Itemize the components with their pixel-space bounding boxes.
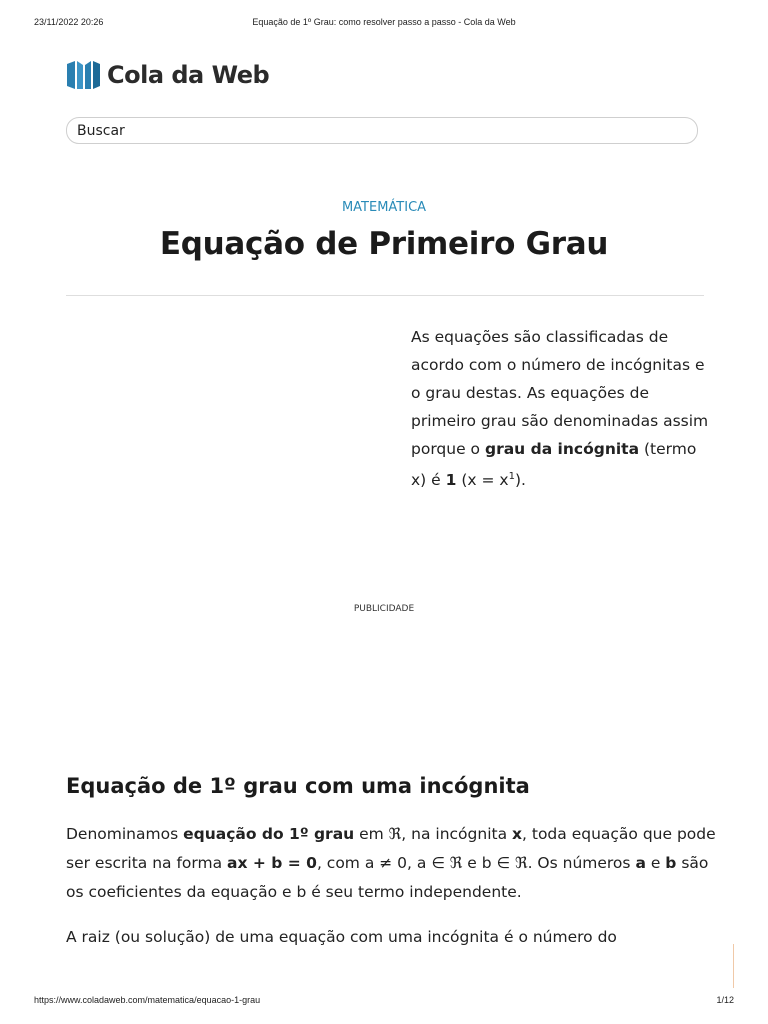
site-logo[interactable] [66, 60, 269, 90]
print-url: https://www.coladaweb.com/matematica/equacao-1-grau [34, 995, 261, 1005]
book-logo-icon [66, 60, 100, 90]
root-paragraph: A raiz (ou solução) de uma equação com uma incógnita é o número do [66, 928, 617, 946]
ad-label: PUBLICIDADE [353, 604, 415, 614]
print-doc-title: Equação de 1º Grau: como resolver passo a passo - Cola da Web [252, 17, 516, 27]
definition-paragraph: Denominamos equação do 1º grau em ℜ, na incógnita x, toda equação que pode ser escrita na forma ax + b = 0, com a ≠ 0, a ∈ ℜ e b ∈ ℜ. Os números a e b são os coeficientes da equação e b é seu termo independente. [66, 825, 716, 901]
scroll-marker [733, 944, 734, 988]
section-heading: Equação de 1º grau com uma incógnita [66, 774, 530, 798]
site-name: Cola da Web [107, 61, 270, 89]
print-datetime: 23/11/2022 20:26 [34, 17, 104, 27]
title-divider [66, 295, 704, 296]
page-title: Equação de Primeiro Grau [159, 226, 609, 262]
intro-paragraph: As equações são classificadas de acordo com o número de incógnitas e o grau destas. As equações de primeiro grau são denominadas assim porque o grau da incógnita (termo x) é 1 $(x = x^1)$. [411, 328, 709, 490]
print-page-number: 1/12 [716, 995, 734, 1005]
category-link[interactable]: MATEMÁTICA [341, 200, 427, 215]
search-input[interactable] [66, 117, 698, 144]
